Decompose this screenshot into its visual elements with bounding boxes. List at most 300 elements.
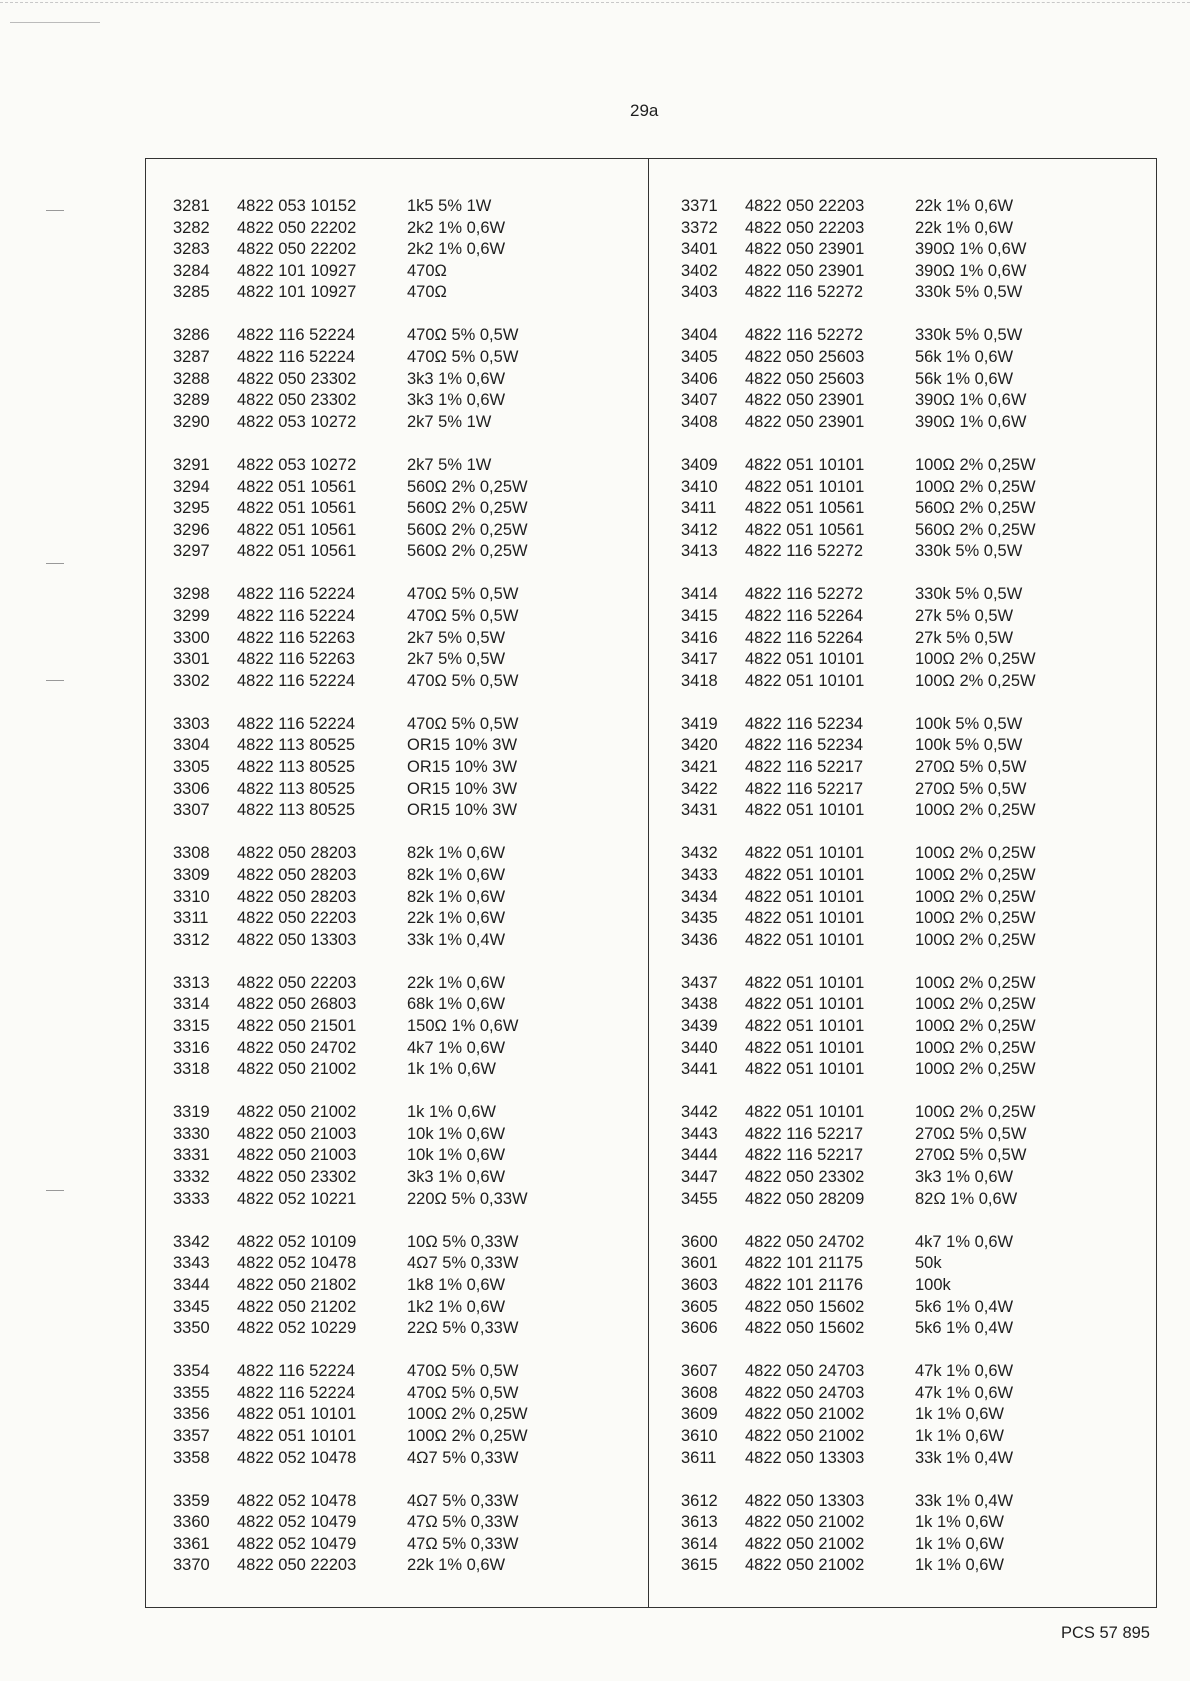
position-number: 3432 xyxy=(681,844,718,863)
part-number: 4822 050 22203 xyxy=(237,909,357,928)
table-row xyxy=(173,1275,567,1297)
component-value: 390Ω 1% 0,6W xyxy=(915,240,1027,259)
table-row xyxy=(173,218,567,240)
table-row xyxy=(173,930,567,952)
part-number: 4822 051 10561 xyxy=(745,499,865,518)
part-number: 4822 051 10561 xyxy=(237,477,357,496)
component-value: 100Ω 2% 0,25W xyxy=(915,1017,1036,1035)
position-number: 3372 xyxy=(681,218,718,237)
component-value: 10k 1% 0,6W xyxy=(407,1124,506,1143)
position-number: 3288 xyxy=(173,369,210,388)
component-value: 1k 1% 0,6W xyxy=(915,1427,1004,1445)
position-number: 3413 xyxy=(681,542,718,561)
part-number: 4822 051 10101 xyxy=(745,887,865,906)
part-number: 4822 050 28203 xyxy=(237,844,357,863)
row-group xyxy=(681,1232,1075,1340)
position-number: 3307 xyxy=(173,801,210,820)
table-row xyxy=(173,1297,567,1319)
component-value: 1k2 1% 0,6W xyxy=(407,1297,506,1316)
component-value: 470Ω 5% 0,5W xyxy=(407,607,519,625)
component-value: 330k 5% 0,5W xyxy=(915,542,1023,561)
part-number: 4822 050 21802 xyxy=(237,1275,357,1294)
component-value: 470Ω 5% 0,5W xyxy=(407,1362,519,1381)
position-number: 3406 xyxy=(681,369,718,388)
table-row xyxy=(173,1145,567,1167)
position-number: 3306 xyxy=(173,779,210,798)
table-row xyxy=(173,455,567,477)
row-group xyxy=(681,455,1075,563)
component-value: 1k 1% 0,6W xyxy=(407,1060,496,1079)
position-number: 3342 xyxy=(173,1232,210,1251)
component-value: 2k7 5% 0,5W xyxy=(407,650,506,669)
component-value: 47Ω 5% 0,33W xyxy=(407,1513,519,1532)
part-number: 4822 052 10479 xyxy=(237,1513,357,1532)
part-number: 4822 050 21002 xyxy=(237,1103,357,1122)
part-number: 4822 113 80525 xyxy=(237,736,356,755)
component-value: 22k 1% 0,6W xyxy=(407,973,506,992)
position-number: 3440 xyxy=(681,1038,718,1057)
component-value: 47k 1% 0,6W xyxy=(915,1383,1014,1402)
part-number: 4822 053 10152 xyxy=(237,197,357,215)
part-number: 4822 101 21176 xyxy=(745,1275,864,1294)
part-number: 4822 051 10101 xyxy=(745,865,865,884)
position-number: 3309 xyxy=(173,865,210,884)
table-row xyxy=(173,671,567,693)
position-number: 3408 xyxy=(681,412,718,431)
component-value: 22k 1% 0,6W xyxy=(407,1556,506,1575)
table-row xyxy=(173,1404,567,1426)
table-row xyxy=(173,412,567,434)
component-value: 100Ω 2% 0,25W xyxy=(915,801,1036,820)
part-number: 4822 116 52272 xyxy=(745,326,864,345)
position-number: 3357 xyxy=(173,1427,210,1445)
scan-mark xyxy=(46,1190,64,1191)
row-group xyxy=(173,455,567,563)
part-number: 4822 051 10101 xyxy=(745,1103,865,1122)
position-number: 3417 xyxy=(681,650,718,669)
component-value: OR15 10% 3W xyxy=(407,779,518,798)
component-value: 1k 1% 0,6W xyxy=(915,1513,1004,1532)
component-value: 22k 1% 0,6W xyxy=(915,197,1014,215)
component-value: 22k 1% 0,6W xyxy=(407,909,506,928)
table-row xyxy=(681,628,1075,650)
position-number: 3360 xyxy=(173,1513,210,1532)
table-row xyxy=(681,606,1075,628)
component-value: 27k 5% 0,5W xyxy=(915,628,1014,647)
part-number: 4822 051 10101 xyxy=(745,1038,865,1057)
component-value: 100k 5% 0,5W xyxy=(915,736,1023,755)
component-value: 56k 1% 0,6W xyxy=(915,348,1014,367)
component-value: 100Ω 2% 0,25W xyxy=(407,1405,528,1424)
part-number: 4822 116 52224 xyxy=(237,585,356,604)
table-row xyxy=(173,1059,567,1081)
position-number: 3298 xyxy=(173,585,210,604)
position-number: 3331 xyxy=(173,1146,210,1165)
table-row xyxy=(173,1124,567,1146)
component-value: 100Ω 2% 0,25W xyxy=(915,1060,1036,1079)
component-value: 47k 1% 0,6W xyxy=(915,1362,1014,1381)
position-number: 3439 xyxy=(681,1017,718,1035)
table-row xyxy=(173,1253,567,1275)
part-number: 4822 050 23901 xyxy=(745,391,865,410)
position-number: 3444 xyxy=(681,1146,718,1165)
part-number: 4822 050 25603 xyxy=(745,369,865,388)
part-number: 4822 050 24702 xyxy=(745,1232,865,1251)
table-row xyxy=(173,347,567,369)
part-number: 4822 050 24703 xyxy=(745,1362,865,1381)
component-value: 470Ω 5% 0,5W xyxy=(407,671,519,690)
component-value: 68k 1% 0,6W xyxy=(407,995,506,1014)
table-row xyxy=(173,714,567,736)
table-row xyxy=(681,994,1075,1016)
part-number: 4822 050 21002 xyxy=(237,1060,357,1079)
part-number: 4822 050 24702 xyxy=(237,1038,357,1057)
component-value: 1k 1% 0,6W xyxy=(407,1103,496,1122)
table-row xyxy=(681,1275,1075,1297)
table-row xyxy=(173,735,567,757)
table-row xyxy=(173,325,567,347)
table-row xyxy=(681,1448,1075,1470)
table-row xyxy=(173,908,567,930)
table-row xyxy=(681,239,1075,261)
position-number: 3361 xyxy=(173,1534,210,1553)
position-number: 3412 xyxy=(681,520,718,539)
position-number: 3455 xyxy=(681,1189,718,1208)
table-row xyxy=(681,325,1075,347)
part-number: 4822 051 10101 xyxy=(745,477,865,496)
position-number: 3350 xyxy=(173,1319,210,1338)
position-number: 3435 xyxy=(681,909,718,928)
position-number: 3285 xyxy=(173,283,210,302)
part-number: 4822 050 22202 xyxy=(237,218,357,237)
component-value: 3k3 1% 0,6W xyxy=(407,391,506,410)
part-number: 4822 113 80525 xyxy=(237,779,356,798)
table-row xyxy=(681,477,1075,499)
component-value: 270Ω 5% 0,5W xyxy=(915,779,1027,798)
position-number: 3447 xyxy=(681,1168,718,1187)
component-value: 390Ω 1% 0,6W xyxy=(915,412,1027,431)
table-row xyxy=(681,1491,1075,1513)
position-number: 3290 xyxy=(173,412,210,431)
component-value: 33k 1% 0,4W xyxy=(915,1448,1014,1467)
table-row xyxy=(173,606,567,628)
position-number: 3436 xyxy=(681,930,718,949)
component-value: 33k 1% 0,4W xyxy=(407,930,506,949)
part-number: 4822 050 13303 xyxy=(237,930,357,949)
position-number: 3611 xyxy=(681,1448,717,1467)
component-value: 100Ω 2% 0,25W xyxy=(915,865,1036,884)
component-value: 1k 1% 0,6W xyxy=(915,1405,1004,1424)
table-row xyxy=(681,1016,1075,1038)
part-number: 4822 050 22202 xyxy=(237,240,357,259)
component-value: 330k 5% 0,5W xyxy=(915,585,1023,604)
part-number: 4822 053 10272 xyxy=(237,455,357,474)
table-row xyxy=(681,1555,1075,1577)
position-number: 3343 xyxy=(173,1254,210,1273)
part-number: 4822 052 10109 xyxy=(237,1232,357,1251)
position-number: 3304 xyxy=(173,736,210,755)
component-value: 560Ω 2% 0,25W xyxy=(407,520,528,539)
table-row xyxy=(173,498,567,520)
part-number: 4822 050 21002 xyxy=(745,1534,865,1553)
part-number: 4822 051 10101 xyxy=(237,1405,357,1424)
position-number: 3314 xyxy=(173,995,210,1014)
table-row xyxy=(173,390,567,412)
table-row xyxy=(681,218,1075,240)
position-number: 3422 xyxy=(681,779,718,798)
table-row xyxy=(681,1145,1075,1167)
position-number: 3434 xyxy=(681,887,718,906)
component-value: 220Ω 5% 0,33W xyxy=(407,1189,528,1208)
position-number: 3421 xyxy=(681,758,718,777)
component-value: 4Ω7 5% 0,33W xyxy=(407,1448,519,1467)
component-value: 560Ω 2% 0,25W xyxy=(915,499,1036,518)
position-number: 3613 xyxy=(681,1513,718,1532)
component-value: 5k6 1% 0,4W xyxy=(915,1319,1014,1338)
table-row xyxy=(681,1404,1075,1426)
table-row xyxy=(681,779,1075,801)
table-row xyxy=(681,541,1075,563)
part-number: 4822 116 52217 xyxy=(745,1124,864,1143)
position-number: 3354 xyxy=(173,1362,210,1381)
part-number: 4822 051 10101 xyxy=(745,909,865,928)
position-number: 3358 xyxy=(173,1448,210,1467)
table-row xyxy=(681,1059,1075,1081)
column-divider xyxy=(648,158,649,1608)
position-number: 3409 xyxy=(681,455,718,474)
scan-mark xyxy=(46,680,64,681)
component-value: 560Ω 2% 0,25W xyxy=(915,520,1036,539)
table-row xyxy=(173,994,567,1016)
table-row xyxy=(681,498,1075,520)
table-row xyxy=(173,887,567,909)
part-number: 4822 050 28203 xyxy=(237,865,357,884)
position-number: 3416 xyxy=(681,628,718,647)
component-value: 270Ω 5% 0,5W xyxy=(915,1146,1027,1165)
position-number: 3370 xyxy=(173,1556,210,1575)
position-number: 3437 xyxy=(681,973,718,992)
table-row xyxy=(681,1038,1075,1060)
position-number: 3355 xyxy=(173,1383,210,1402)
table-row xyxy=(173,779,567,801)
component-value: 82Ω 1% 0,6W xyxy=(915,1189,1018,1208)
component-value: OR15 10% 3W xyxy=(407,758,518,777)
table-row xyxy=(681,671,1075,693)
component-value: 270Ω 5% 0,5W xyxy=(915,758,1027,777)
row-group xyxy=(173,714,567,822)
table-row xyxy=(681,1297,1075,1319)
part-number: 4822 050 22203 xyxy=(745,218,865,237)
position-number: 3333 xyxy=(173,1189,210,1208)
table-row xyxy=(681,973,1075,995)
component-value: 2k7 5% 1W xyxy=(407,455,492,474)
part-number: 4822 051 10101 xyxy=(745,973,865,992)
part-number: 4822 116 52224 xyxy=(237,326,356,345)
position-number: 3296 xyxy=(173,520,210,539)
component-value: 560Ω 2% 0,25W xyxy=(407,542,528,561)
position-number: 3607 xyxy=(681,1362,718,1381)
table-row xyxy=(681,369,1075,391)
component-value: 4Ω7 5% 0,33W xyxy=(407,1254,519,1273)
position-number: 3441 xyxy=(681,1060,718,1079)
position-number: 3311 xyxy=(173,909,209,928)
row-group xyxy=(681,973,1075,1081)
table-row xyxy=(681,735,1075,757)
part-number: 4822 050 22203 xyxy=(237,1556,357,1575)
table-row xyxy=(681,800,1075,822)
component-value: 470Ω 5% 0,5W xyxy=(407,714,519,733)
part-number: 4822 050 13303 xyxy=(745,1491,865,1510)
table-row xyxy=(681,520,1075,542)
part-number: 4822 051 10101 xyxy=(745,455,865,474)
position-number: 3313 xyxy=(173,973,210,992)
table-row xyxy=(681,196,1075,218)
part-number: 4822 050 23901 xyxy=(745,412,865,431)
part-number: 4822 050 23901 xyxy=(745,261,865,280)
position-number: 3600 xyxy=(681,1232,718,1251)
part-number: 4822 050 15602 xyxy=(745,1297,865,1316)
table-row xyxy=(681,1232,1075,1254)
position-number: 3608 xyxy=(681,1383,718,1402)
table-row xyxy=(681,282,1075,304)
position-number: 3402 xyxy=(681,261,718,280)
component-value: 560Ω 2% 0,25W xyxy=(407,477,528,496)
component-value: 47Ω 5% 0,33W xyxy=(407,1534,519,1553)
table-row xyxy=(173,1167,567,1189)
part-number: 4822 050 24703 xyxy=(745,1383,865,1402)
part-number: 4822 116 52224 xyxy=(237,348,356,367)
position-number: 3420 xyxy=(681,736,718,755)
position-number: 3612 xyxy=(681,1491,718,1510)
table-row xyxy=(173,973,567,995)
position-number: 3431 xyxy=(681,801,718,820)
part-number: 4822 050 21002 xyxy=(745,1513,865,1532)
table-row xyxy=(173,369,567,391)
part-number: 4822 052 10478 xyxy=(237,1254,357,1273)
position-number: 3418 xyxy=(681,671,718,690)
left-column xyxy=(173,196,567,1599)
table-row xyxy=(681,1167,1075,1189)
position-number: 3316 xyxy=(173,1038,210,1057)
component-value: 470Ω 5% 0,5W xyxy=(407,326,519,345)
table-row xyxy=(681,1383,1075,1405)
component-value: 1k8 1% 0,6W xyxy=(407,1275,506,1294)
component-value: 2k7 5% 1W xyxy=(407,412,492,431)
part-number: 4822 101 10927 xyxy=(237,283,357,302)
table-row xyxy=(681,1253,1075,1275)
component-value: 82k 1% 0,6W xyxy=(407,844,506,863)
row-group xyxy=(681,196,1075,304)
row-group xyxy=(681,325,1075,433)
table-row xyxy=(173,1361,567,1383)
position-number: 3294 xyxy=(173,477,210,496)
table-row xyxy=(173,541,567,563)
component-value: 50k xyxy=(915,1254,942,1273)
table-row xyxy=(173,477,567,499)
part-number: 4822 050 15602 xyxy=(745,1319,865,1338)
table-row xyxy=(681,843,1075,865)
component-value: 33k 1% 0,4W xyxy=(915,1491,1014,1510)
position-number: 3291 xyxy=(173,455,210,474)
position-number: 3401 xyxy=(681,240,718,259)
table-row xyxy=(173,865,567,887)
component-value: 470Ω xyxy=(407,261,447,280)
part-number: 4822 050 21002 xyxy=(745,1427,865,1445)
row-group xyxy=(173,843,567,951)
part-number: 4822 051 10101 xyxy=(745,801,865,820)
part-number: 4822 050 23302 xyxy=(237,1168,357,1187)
part-number: 4822 052 10221 xyxy=(237,1189,357,1208)
table-row xyxy=(173,628,567,650)
component-value: 100Ω 2% 0,25W xyxy=(915,477,1036,496)
position-number: 3407 xyxy=(681,391,718,410)
component-value: 330k 5% 0,5W xyxy=(915,326,1023,345)
position-number: 3289 xyxy=(173,391,210,410)
row-group xyxy=(681,1491,1075,1577)
table-row xyxy=(681,261,1075,283)
part-number: 4822 051 10101 xyxy=(237,1427,357,1445)
position-number: 3318 xyxy=(173,1060,210,1079)
part-number: 4822 116 52224 xyxy=(237,1383,356,1402)
table-row xyxy=(173,649,567,671)
part-number: 4822 116 52272 xyxy=(745,585,864,604)
component-value: 4Ω7 5% 0,33W xyxy=(407,1491,519,1510)
table-row xyxy=(681,757,1075,779)
component-value: 390Ω 1% 0,6W xyxy=(915,391,1027,410)
scan-mark xyxy=(46,210,64,211)
component-value: 100Ω 2% 0,25W xyxy=(915,973,1036,992)
table-row xyxy=(173,282,567,304)
component-value: 100k xyxy=(915,1275,951,1294)
component-value: 1k 1% 0,6W xyxy=(915,1534,1004,1553)
position-number: 3601 xyxy=(681,1254,718,1273)
position-number: 3310 xyxy=(173,887,210,906)
part-number: 4822 101 10927 xyxy=(237,261,357,280)
part-number: 4822 101 21175 xyxy=(745,1254,864,1273)
table-row xyxy=(681,908,1075,930)
position-number: 3443 xyxy=(681,1124,718,1143)
table-row xyxy=(681,1189,1075,1211)
scan-mark xyxy=(46,563,64,564)
row-group xyxy=(173,196,567,304)
position-number: 3330 xyxy=(173,1124,210,1143)
component-value: 82k 1% 0,6W xyxy=(407,865,506,884)
position-number: 3411 xyxy=(681,499,717,518)
component-value: 82k 1% 0,6W xyxy=(407,887,506,906)
component-value: 470Ω 5% 0,5W xyxy=(407,348,519,367)
part-number: 4822 116 52264 xyxy=(745,628,864,647)
position-number: 3359 xyxy=(173,1491,210,1510)
page-number: 29a xyxy=(630,101,659,120)
component-value: 22k 1% 0,6W xyxy=(915,218,1014,237)
component-value: 390Ω 1% 0,6W xyxy=(915,261,1027,280)
component-value: OR15 10% 3W xyxy=(407,736,518,755)
table-row xyxy=(681,930,1075,952)
table-row xyxy=(173,800,567,822)
part-number: 4822 050 28203 xyxy=(237,887,357,906)
position-number: 3414 xyxy=(681,585,718,604)
part-number: 4822 051 10101 xyxy=(745,995,865,1014)
component-value: 10Ω 5% 0,33W xyxy=(407,1232,519,1251)
position-number: 3332 xyxy=(173,1168,210,1187)
component-value: 100Ω 2% 0,25W xyxy=(407,1427,528,1445)
table-row xyxy=(173,1534,567,1556)
position-number: 3301 xyxy=(173,650,210,669)
table-row xyxy=(173,1038,567,1060)
position-number: 3284 xyxy=(173,261,210,280)
row-group xyxy=(173,1491,567,1577)
table-row xyxy=(173,584,567,606)
